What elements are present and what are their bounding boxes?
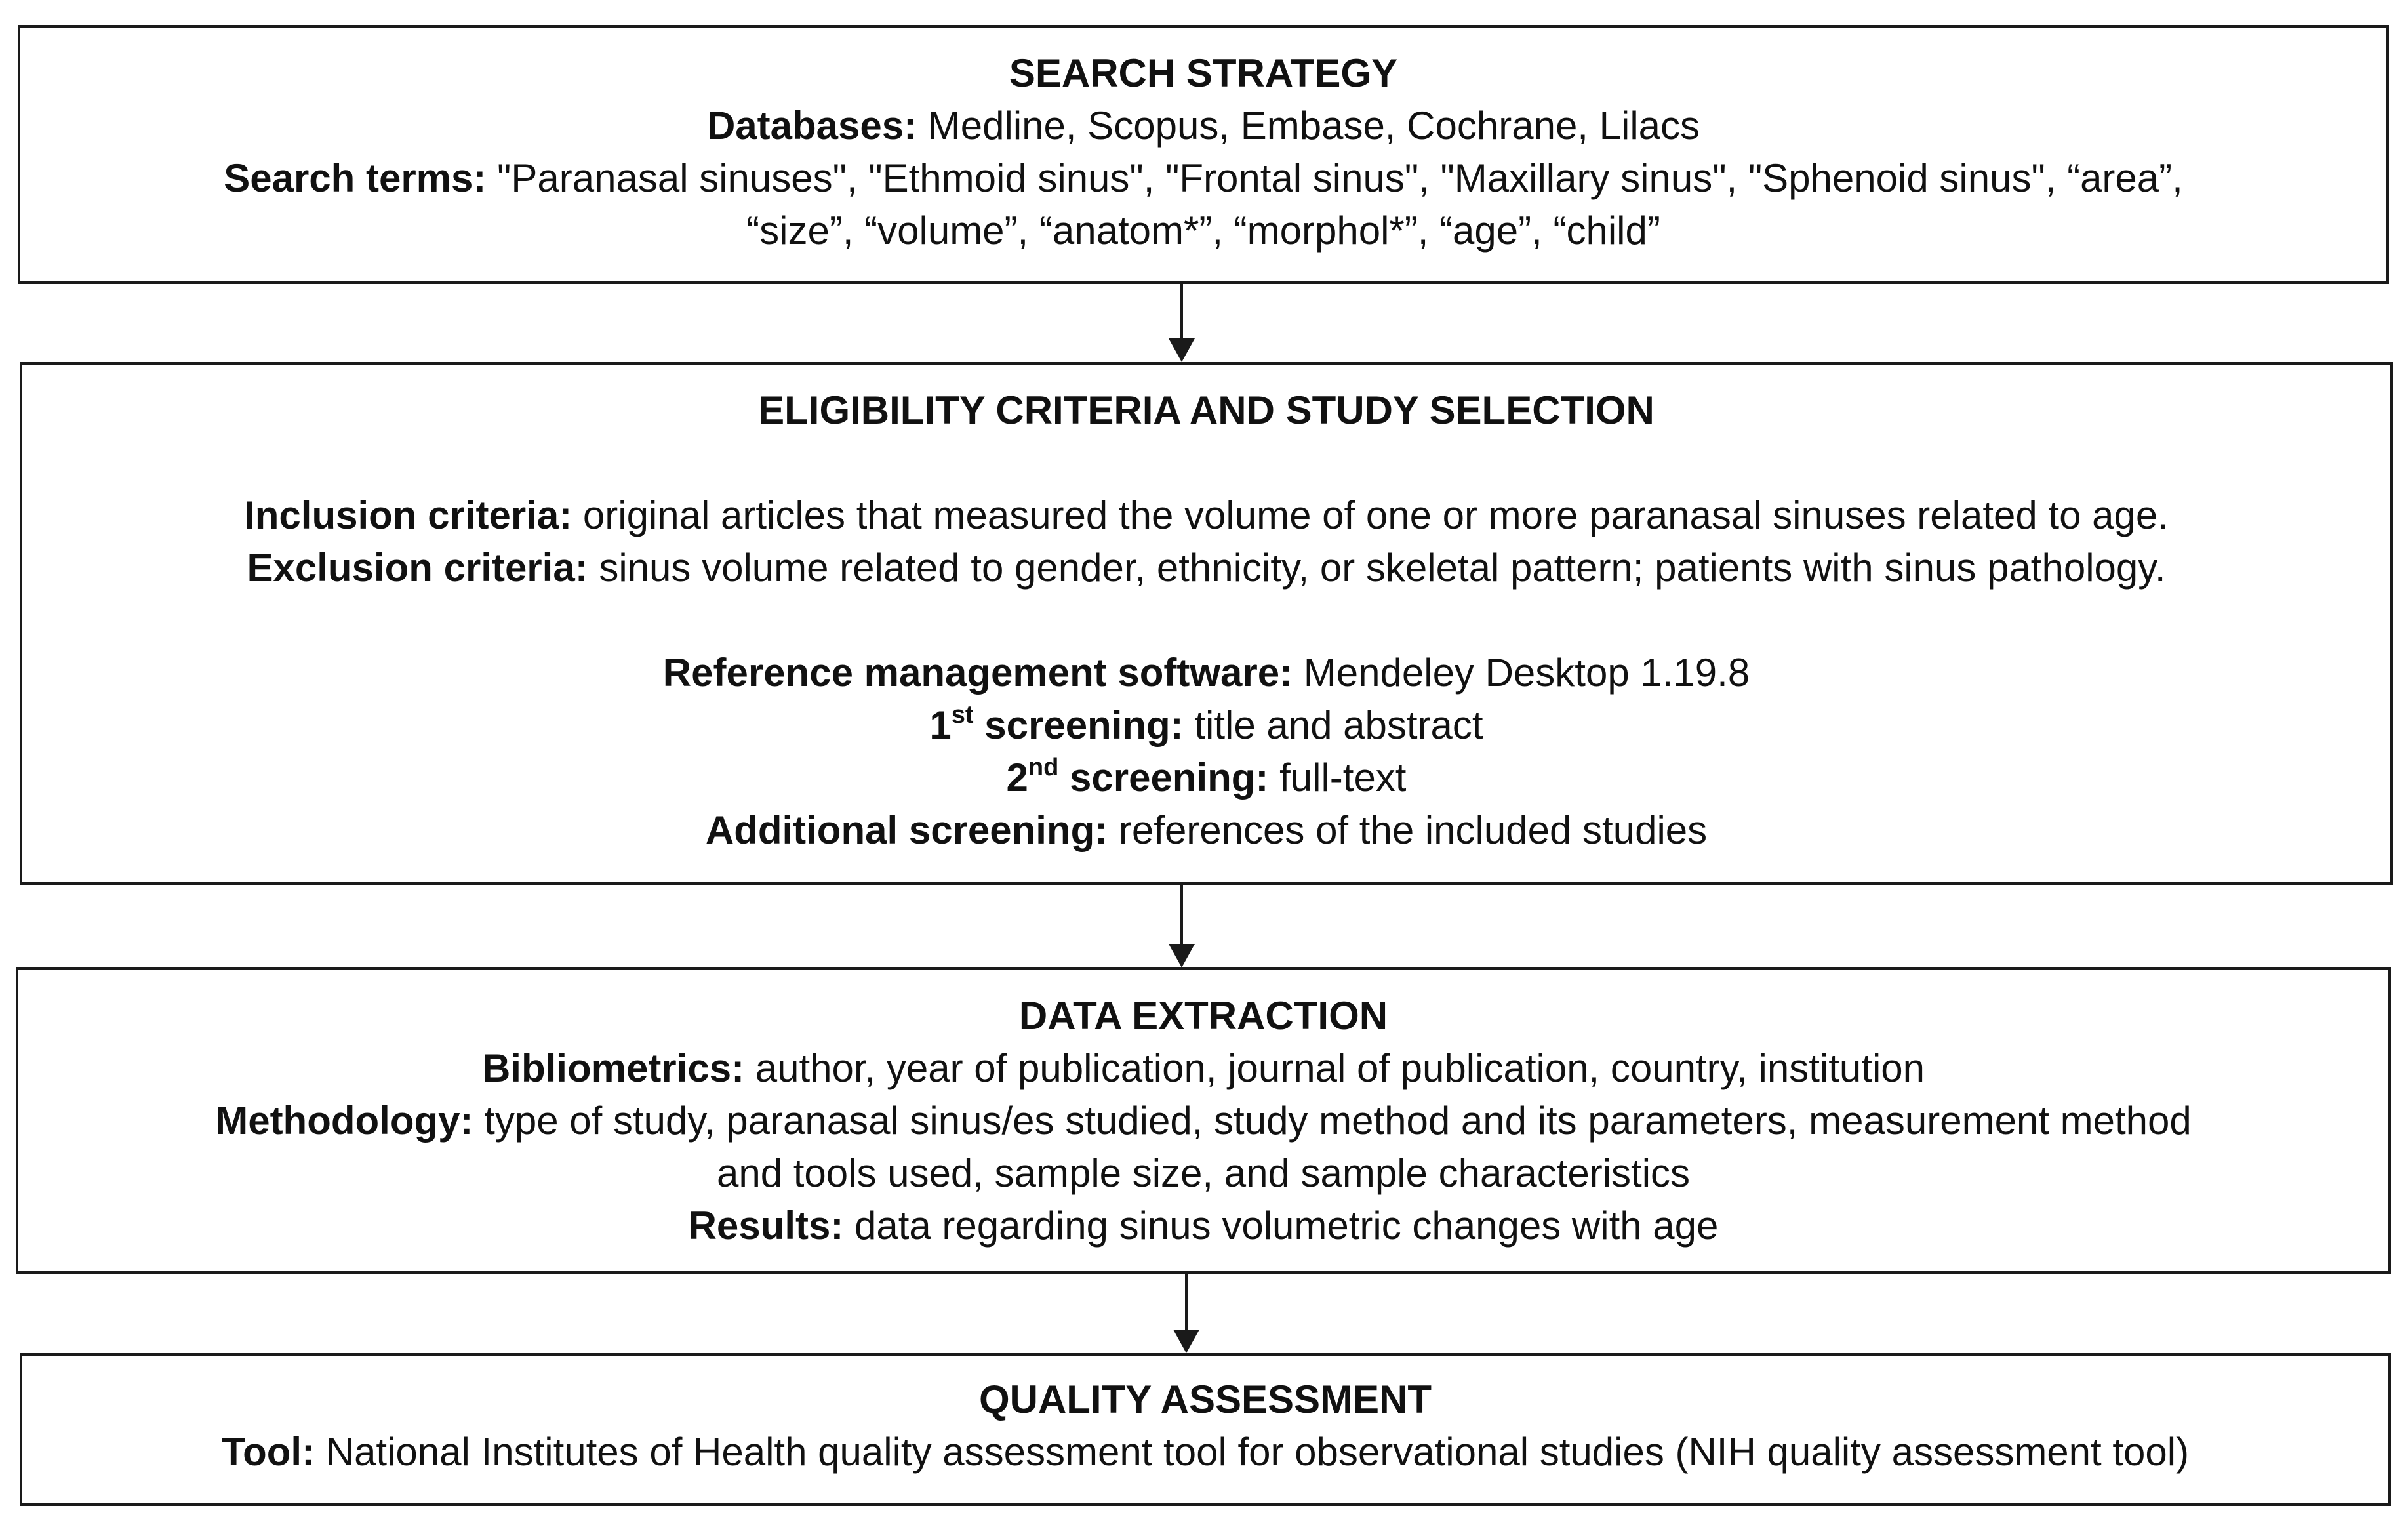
methodology-line <box>18 1095 2388 1147</box>
first-screening-number: 1 <box>929 703 952 747</box>
software-label: Reference management software: <box>662 651 1293 695</box>
methodology-text: type of study, paranasal sinus/es studied, study method and its parameters, measurement method <box>473 1099 2192 1143</box>
methodology-label: Methodology: <box>215 1099 473 1143</box>
databases-line <box>20 100 2386 152</box>
second-screening-suffix: nd <box>1028 754 1059 781</box>
exclusion-text: sinus volume related to gender, ethnicity, or skeletal pattern; patients with sinus pathology. <box>588 546 2166 590</box>
results-line <box>18 1200 2388 1252</box>
flow-arrow-1-head <box>1169 338 1195 362</box>
software-line <box>22 647 2390 699</box>
second-screening-number: 2 <box>1006 756 1028 800</box>
quality-assessment-box <box>20 1353 2391 1506</box>
spacer <box>22 437 2390 489</box>
exclusion-line <box>22 542 2390 594</box>
second-screening-line <box>22 752 2390 804</box>
databases-label: Databases: <box>706 104 917 148</box>
quality-assessment-title: QUALITY ASSESSMENT <box>978 1377 1432 1421</box>
search-terms-line <box>20 152 2386 205</box>
tool-label: Tool: <box>221 1430 315 1474</box>
tool-text: National Institutes of Health quality assessment tool for observational studies (NIH quality assessment tool) <box>315 1430 2190 1474</box>
inclusion-label: Inclusion criteria: <box>244 493 572 537</box>
second-screening-label <box>1007 756 1269 800</box>
data-extraction-title: DATA EXTRACTION <box>1018 994 1388 1038</box>
exclusion-label: Exclusion criteria: <box>247 546 588 590</box>
additional-screening-line <box>22 804 2390 857</box>
search-terms-label: Search terms: <box>224 156 487 200</box>
search-terms-line-2: “size”, “volume”, “anatom*”, “morphol*”, “age”, “child” <box>746 209 1660 253</box>
bibliometrics-line <box>18 1042 2388 1095</box>
flow-arrow-2-head <box>1169 944 1195 967</box>
additional-screening-text: references of the included studies <box>1108 808 1708 852</box>
methodology-line-2: and tools used, sample size, and sample characteristics <box>716 1151 1691 1195</box>
bibliometrics-text: author, year of publication, journal of publication, country, institution <box>744 1046 1925 1090</box>
software-text: Mendeley Desktop 1.19.8 <box>1293 651 1750 695</box>
flow-arrow-3-shaft <box>1185 1274 1188 1331</box>
eligibility-box <box>20 362 2393 885</box>
inclusion-text: original articles that measured the volume of one or more paranasal sinuses related to age. <box>572 493 2169 537</box>
first-screening-text: title and abstract <box>1183 703 1483 747</box>
bibliometrics-label: Bibliometrics: <box>481 1046 745 1090</box>
eligibility-title: ELIGIBILITY CRITERIA AND STUDY SELECTION <box>758 388 1655 432</box>
first-screening-word: screening: <box>973 703 1184 747</box>
flow-arrow-3-head <box>1173 1330 1199 1353</box>
second-screening-text: full-text <box>1268 756 1407 800</box>
first-screening-line <box>22 699 2390 752</box>
results-label: Results: <box>688 1204 844 1248</box>
second-screening-word: screening: <box>1058 756 1269 800</box>
tool-line <box>22 1426 2388 1478</box>
flow-arrow-1-shaft <box>1180 284 1183 340</box>
flow-arrow-2-shaft <box>1180 885 1183 945</box>
inclusion-line <box>22 489 2390 542</box>
first-screening-suffix: st <box>951 701 974 729</box>
data-extraction-box <box>16 967 2391 1274</box>
first-screening-label <box>929 703 1183 747</box>
search-strategy-title: SEARCH STRATEGY <box>1009 51 1398 95</box>
search-strategy-box <box>18 25 2389 284</box>
additional-screening-label: Additional screening: <box>705 808 1108 852</box>
spacer <box>22 594 2390 647</box>
search-terms-text: "Paranasal sinuses", "Ethmoid sinus", "Frontal sinus", "Maxillary sinus", "Sphenoid sinus", “area”, <box>486 156 2183 200</box>
databases-text: Medline, Scopus, Embase, Cochrane, Lilacs <box>917 104 1700 148</box>
results-text: data regarding sinus volumetric changes with age <box>843 1204 1719 1248</box>
